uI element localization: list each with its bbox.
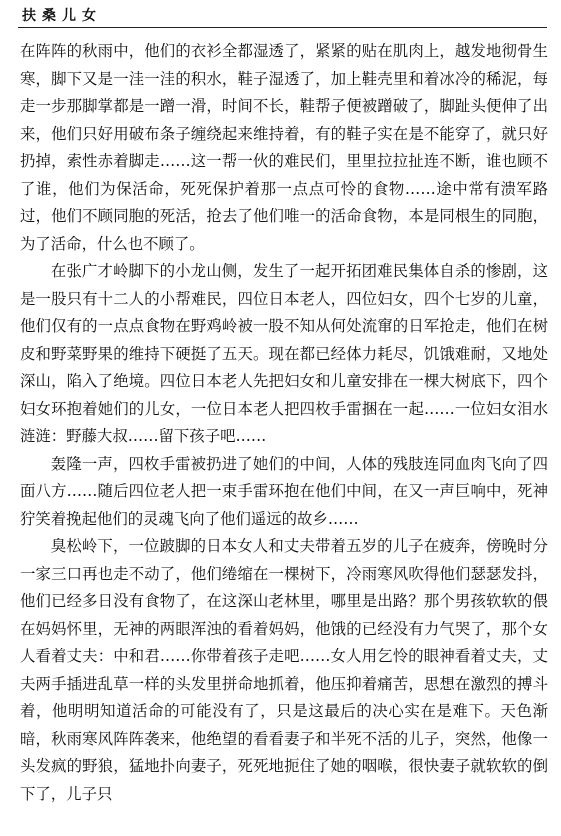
paragraph-4: 臭松岭下，一位跛脚的日本女人和丈夫带着五岁的儿子在疲奔，傍晚时分一家三口再也走不动了，他们绻缩在一棵树下，冷雨寒风吹得他们瑟瑟发抖，他们已经多日没有食物了，在这深山老林里，哪里是出路？那个男孩软软的偎在妈妈怀里，无神的两眼浑浊的看着妈妈，他饿的已经没有力气哭了，那个女人看着丈夫：中和君……你带着孩子走吧……女人用乞怜的眼神看着丈夫，丈夫两手插进乱草一样的头发里拼命地抓着，他压抑着痛苦，思想在激烈的搏斗着，他明明知道活命的可能没有了，只是这最后的决心实在是难下。天色渐暗，秋雨寒风阵阵袭来，他绝望的看看妻子和半死不活的儿子，突然，他像一头发疯的野狼，猛地扑向妻子，死死地扼住了她的咽喉，很快妻子就软软的倒下了，儿子只 [20,537,548,803]
paragraph-1: 在阵阵的秋雨中，他们的衣衫全都湿透了，紧紧的贴在肌肉上，越发地彻骨生寒，脚下又是一洼一洼的积水，鞋子湿透了，加上鞋壳里和着冰冷的稀泥，每走一步那脚掌都是一蹭一滑，时间不长，鞋帮子便被蹭破了，脚趾头便伸了出来，他们只好用破布条子缠绕起来维持着，有的鞋子实在是不能穿了，就只好扔掉，索性赤着脚走……这一帮一伙的难民们，里里拉拉扯连不断，谁也顾不了谁，他们为保活命，死死保护着那一点点可怜的食物……途中常有溃军路过，他们不顾同胞的死活，抢去了他们唯一的活命食物，本是同根生的同胞，为了活命，什么也不顾了。 [20,42,548,253]
paragraph-2: 在张广才岭脚下的小龙山侧，发生了一起开拓团难民集体自杀的惨剧，这是一股只有十二人的小帮难民，四位日本老人，四位妇女，四个七岁的儿童，他们仅有的一点点食物在野鸡岭被一股不知从何处流窜的日军抢走，他们在树皮和野菜野果的维持下硬挺了五天。现在都已经体力耗尽，饥饿难耐，又地处深山，陷入了绝境。四位日本老人先把妇女和儿童安排在一棵大树底下，四个妇女环抱着她们的儿女，一位日本老人把四枚手雷捆在一起……一位妇女泪水涟涟：野藤大叔……留下孩子吧…… [20,262,548,445]
body-text [20,38,548,808]
running-head: 扶桑儿女 [22,8,102,24]
paragraph-3: 轰隆一声，四枚手雷被扔进了她们的中间，人体的残肢连同血肉飞向了四面八方……随后四位老人把一束手雷环抱在他们中间，在又一声巨响中，死神狞笑着挽起他们的灵魂飞向了他们遥远的故乡…… [20,454,548,528]
header-rule [18,27,547,28]
